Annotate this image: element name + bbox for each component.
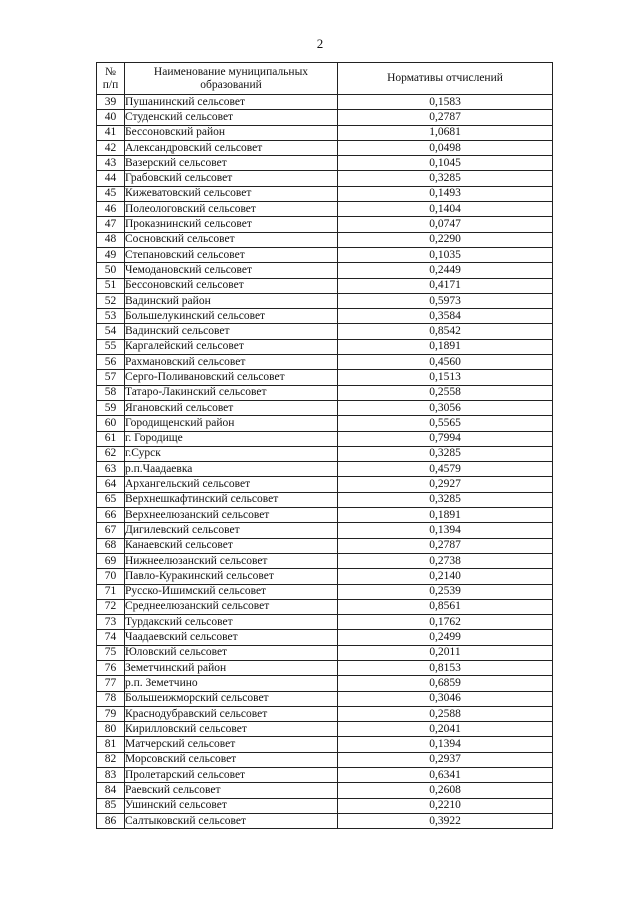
row-number: 77 [97,676,125,691]
row-norm-value: 0,2449 [338,263,553,278]
table-row [97,156,553,171]
row-number: 40 [97,110,125,125]
row-municipality: Степановский сельсовет [125,247,338,262]
row-number: 52 [97,293,125,308]
header-norm [338,63,553,95]
row-norm-value: 0,3584 [338,309,553,324]
table-row [97,110,553,125]
row-norm-value: 0,1762 [338,615,553,630]
row-municipality: Рахмановский сельсовет [125,355,338,370]
table-row [97,569,553,584]
table-row [97,263,553,278]
row-municipality: Земетчинский район [125,660,338,675]
row-number: 71 [97,584,125,599]
table-header [97,63,553,95]
header-number [97,63,125,95]
row-norm-value: 0,3285 [338,446,553,461]
row-number: 81 [97,737,125,752]
table-row [97,278,553,293]
row-norm-value: 0,3922 [338,813,553,828]
row-norm-value: 0,2558 [338,385,553,400]
table-row [97,722,553,737]
table-row [97,553,553,568]
table-row [97,339,553,354]
page-number: 2 [316,36,324,51]
row-municipality: Грабовский сельсовет [125,171,338,186]
row-number: 76 [97,660,125,675]
row-number: 70 [97,569,125,584]
table-row [97,645,553,660]
row-number: 53 [97,309,125,324]
row-norm-value: 0,1891 [338,508,553,523]
row-municipality: Юловский сельсовет [125,645,338,660]
header-municipality-label: Наименование муниципальных образований [153,65,309,91]
table-row [97,691,553,706]
row-number: 47 [97,217,125,232]
table-row [97,538,553,553]
row-municipality: Александровский сельсовет [125,140,338,155]
row-number: 72 [97,599,125,614]
row-municipality: Проказнинский сельсовет [125,217,338,232]
table-row [97,660,553,675]
row-municipality: Кирилловский сельсовет [125,722,338,737]
row-number: 56 [97,355,125,370]
table-row [97,202,553,217]
table-row [97,370,553,385]
table-row [97,523,553,538]
row-municipality: Архангельский сельсовет [125,477,338,492]
table-row [97,324,553,339]
row-number: 66 [97,508,125,523]
row-norm-value: 0,7994 [338,431,553,446]
row-municipality: Большеижморский сельсовет [125,691,338,706]
table-row [97,584,553,599]
table-row [97,309,553,324]
row-number: 55 [97,339,125,354]
table-row [97,615,553,630]
row-norm-value: 0,2210 [338,798,553,813]
header-norm-label: Нормативы отчислений [387,72,503,84]
row-norm-value: 0,1404 [338,202,553,217]
row-norm-value: 0,8561 [338,599,553,614]
table-row [97,431,553,446]
row-municipality: Серго-Поливановский сельсовет [125,370,338,385]
row-municipality: Нижнеелюзанский сельсовет [125,553,338,568]
row-number: 85 [97,798,125,813]
row-municipality: Каргалейский сельсовет [125,339,338,354]
row-number: 41 [97,125,125,140]
row-norm-value: 0,6341 [338,768,553,783]
row-number: 45 [97,186,125,201]
row-norm-value: 0,3046 [338,691,553,706]
table-row [97,140,553,155]
row-municipality: Верхнеелюзанский сельсовет [125,508,338,523]
row-number: 68 [97,538,125,553]
table-row [97,783,553,798]
row-municipality: Полеологовский сельсовет [125,202,338,217]
table-row [97,752,553,767]
row-norm-value: 0,1045 [338,156,553,171]
row-norm-value: 0,1394 [338,737,553,752]
row-number: 48 [97,232,125,247]
row-norm-value: 0,1891 [338,339,553,354]
table-row [97,355,553,370]
row-municipality: Городищенский район [125,416,338,431]
row-number: 42 [97,140,125,155]
row-number: 51 [97,278,125,293]
row-norm-value: 1,0681 [338,125,553,140]
row-number: 54 [97,324,125,339]
row-number: 39 [97,95,125,110]
row-number: 46 [97,202,125,217]
table-row [97,125,553,140]
header-municipality [125,63,338,95]
row-norm-value: 0,2588 [338,706,553,721]
table-body [97,95,553,829]
row-municipality: Дигилевский сельсовет [125,523,338,538]
row-norm-value: 0,0498 [338,140,553,155]
row-municipality: Бессоновский район [125,125,338,140]
row-norm-value: 0,2140 [338,569,553,584]
row-number: 74 [97,630,125,645]
table-row [97,630,553,645]
row-municipality: Кижеватовский сельсовет [125,186,338,201]
table-row [97,217,553,232]
row-number: 50 [97,263,125,278]
row-municipality: Татаро-Лакинский сельсовет [125,385,338,400]
table-row [97,676,553,691]
row-municipality: Ушинский сельсовет [125,798,338,813]
row-number: 79 [97,706,125,721]
row-norm-value: 0,5565 [338,416,553,431]
row-number: 64 [97,477,125,492]
table-row [97,768,553,783]
table-row [97,492,553,507]
header-number-label: № п/п [102,65,119,91]
table-row [97,737,553,752]
row-municipality: Матчерский сельсовет [125,737,338,752]
row-norm-value: 0,8153 [338,660,553,675]
row-municipality: р.п.Чаадаевка [125,462,338,477]
row-municipality: Морсовский сельсовет [125,752,338,767]
row-number: 82 [97,752,125,767]
row-norm-value: 0,2608 [338,783,553,798]
row-municipality: Бессоновский сельсовет [125,278,338,293]
table-row [97,462,553,477]
row-municipality: Сосновский сельсовет [125,232,338,247]
row-number: 83 [97,768,125,783]
row-municipality: Верхнешкафтинский сельсовет [125,492,338,507]
row-number: 43 [97,156,125,171]
table-row [97,385,553,400]
row-municipality: Пролетарский сельсовет [125,768,338,783]
table-row [97,186,553,201]
row-number: 84 [97,783,125,798]
row-number: 67 [97,523,125,538]
table-row [97,416,553,431]
row-norm-value: 0,2937 [338,752,553,767]
row-number: 73 [97,615,125,630]
row-norm-value: 0,4579 [338,462,553,477]
row-number: 57 [97,370,125,385]
row-norm-value: 0,1513 [338,370,553,385]
row-number: 61 [97,431,125,446]
table-row [97,508,553,523]
row-number: 75 [97,645,125,660]
row-municipality: Русско-Ишимский сельсовет [125,584,338,599]
row-number: 59 [97,400,125,415]
table-row [97,293,553,308]
row-norm-value: 0,2539 [338,584,553,599]
row-municipality: Чаадаевский сельсовет [125,630,338,645]
row-municipality: Большелукинский сельсовет [125,309,338,324]
row-norm-value: 0,1035 [338,247,553,262]
row-norm-value: 0,2787 [338,538,553,553]
row-number: 62 [97,446,125,461]
row-norm-value: 0,4171 [338,278,553,293]
row-municipality: Вадинский район [125,293,338,308]
table-row [97,813,553,828]
row-norm-value: 0,0747 [338,217,553,232]
row-municipality: Среднеелюзанский сельсовет [125,599,338,614]
table-row [97,232,553,247]
row-municipality: Вазерский сельсовет [125,156,338,171]
row-municipality: р.п. Земетчино [125,676,338,691]
row-norm-value: 0,2041 [338,722,553,737]
row-number: 69 [97,553,125,568]
row-norm-value: 0,2787 [338,110,553,125]
row-number: 60 [97,416,125,431]
row-municipality: Павло-Куракинский сельсовет [125,569,338,584]
row-number: 44 [97,171,125,186]
row-norm-value: 0,6859 [338,676,553,691]
row-number: 58 [97,385,125,400]
row-municipality: Пушанинский сельсовет [125,95,338,110]
table-row [97,706,553,721]
table-row [97,95,553,110]
row-municipality: Ягановский сельсовет [125,400,338,415]
row-norm-value: 0,2927 [338,477,553,492]
row-norm-value: 0,3285 [338,492,553,507]
row-norm-value: 0,3056 [338,400,553,415]
row-number: 65 [97,492,125,507]
row-norm-value: 0,5973 [338,293,553,308]
row-norm-value: 0,2290 [338,232,553,247]
table-row [97,599,553,614]
row-municipality: Студенский сельсовет [125,110,338,125]
row-norm-value: 0,4560 [338,355,553,370]
row-norm-value: 0,8542 [338,324,553,339]
row-municipality: Канаевский сельсовет [125,538,338,553]
table-row [97,477,553,492]
row-municipality: Краснодубравский сельсовет [125,706,338,721]
table-row [97,171,553,186]
row-municipality: Турдакский сельсовет [125,615,338,630]
row-municipality: г.Сурск [125,446,338,461]
row-number: 49 [97,247,125,262]
row-number: 86 [97,813,125,828]
row-municipality: Чемодановский сельсовет [125,263,338,278]
row-norm-value: 0,2011 [338,645,553,660]
row-norm-value: 0,1583 [338,95,553,110]
row-number: 80 [97,722,125,737]
row-municipality: г. Городище [125,431,338,446]
table-row [97,446,553,461]
table-row [97,798,553,813]
row-norm-value: 0,1394 [338,523,553,538]
row-norm-value: 0,1493 [338,186,553,201]
row-municipality: Вадинский сельсовет [125,324,338,339]
row-norm-value: 0,2738 [338,553,553,568]
row-number: 78 [97,691,125,706]
table-row [97,247,553,262]
row-norm-value: 0,2499 [338,630,553,645]
row-municipality: Раевский сельсовет [125,783,338,798]
row-number: 63 [97,462,125,477]
table-row [97,400,553,415]
deduction-norms-table [96,62,553,829]
row-municipality: Салтыковский сельсовет [125,813,338,828]
row-norm-value: 0,3285 [338,171,553,186]
